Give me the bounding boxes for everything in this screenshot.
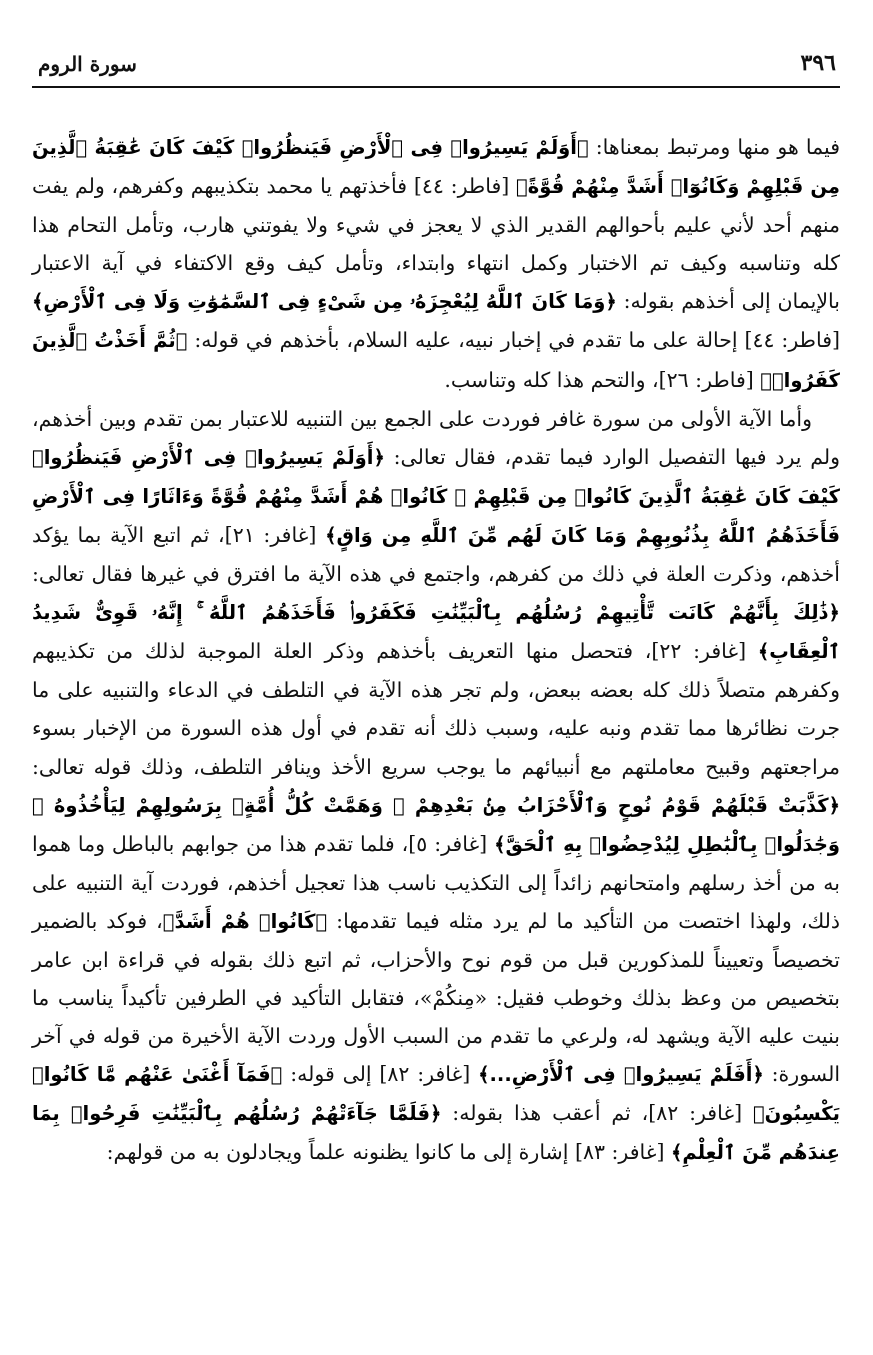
surah-title: سورة الروم	[38, 52, 137, 76]
paragraph	[32, 128, 840, 400]
prose-text: [فاطر: ٢٦]، والتحم هذا كله وتناسب.	[444, 367, 761, 392]
prose-text: ، فوكد بالضمير تخصيصاً وتعييناً للمذكورين قبل من قوم نوح والأحزاب، ثم اتبع ذلك بقوله في قراءة ابن عامر بتخصيص من وعظ بذلك وخوطب فقيل: «مِنكُمْ»، فتقابل التأكيد في الطرفين تأكيداً يناسب ما بنيت عليه الآية ويشهد له، ولرعي ما تقدم من السبب الأول وردت الآية الأخيرة من قوله في آخر السورة:	[32, 908, 841, 1087]
prose-text: [غافر: ٢١]، ثم اتبع الآية بما يؤكد أخذهم، وذكرت العلة في ذلك من كفرهم، واجتمع في هذه الآية ما افترق في غيرها فقال تعالى:	[32, 522, 840, 587]
quran-verse: ﴿فَلَمَّا جَآءَتْهُمْ رُسُلُهُم بِٱلْبَيِّنَٰتِ فَرِحُوا۟ بِمَا عِندَهُم مِّنَ ٱلْعِلْمِ﴾	[32, 1102, 840, 1165]
page-header	[32, 40, 840, 88]
prose-text: [غافر: ٥]، فلما تقدم هذا من جوابهم بالباطل وما هموا به من أخذ رسلهم وامتحانهم زائداً إلى التكذيب ناسب هذا تعجيل أخذهم، فوردت آية التنبيه على ذلك، ولهذا اختصت من التأكيد ما لم يرد مثله فيما تقدمها:	[32, 831, 841, 933]
quran-verse: ﴿كَذَّبَتْ قَبْلَهُمْ قَوْمُ نُوحٍ وَٱلْأَحْزَابُ مِنۢ بَعْدِهِمْ ۖ وَهَمَّتْ كُلُّ أُمَّةٍۭ بِرَسُولِهِمْ لِيَأْخُذُوهُ ۖ وَجَٰدَلُوا۟ بِٱلْبَٰطِلِ لِيُدْحِضُوا۟ بِهِ ٱلْحَقَّ﴾	[32, 793, 841, 856]
prose-text: [غافر: ٢٢]، فتحصل منها التعريف بأخذهم وذكر العلة الموجبة لذلك من تكذيبهم وكفرهم متصلاً ذلك كله بعضه ببعض، ولم تجر هذه الآية في التلطف في الدعاء والتنبيه على ما جرت نظائرها مما تقدم ونبه عليه، وسبب ذلك أنه تقدم في أول هذه السورة من الإخبار بسوء مراجعتهم وقبيح معاملتهم مع أنبيائهم ما يوجب سريع الأخذ وينافر التلطف، وذلك قوله تعالى:	[32, 639, 840, 779]
body-text	[32, 128, 840, 1173]
prose-text: [غافر: ٨٢] إلى قوله:	[282, 1062, 479, 1087]
quran-verse: ﴿وَمَا كَانَ ٱللَّهُ لِيُعْجِزَهُۥ مِن شَىْءٍ فِى ٱلسَّمَٰوَٰتِ وَلَا فِى ٱلْأَرْضِ﴾	[32, 290, 617, 314]
quran-verse: ﴿أَفَلَمْ يَسِيرُوا۟ فِى ٱلْأَرْضِ...﴾	[478, 1063, 764, 1087]
quran-verse: ﴿ذَٰلِكَ بِأَنَّهُمْ كَانَت تَّأْتِيهِمْ رُسُلُهُم بِٱلْبَيِّنَٰتِ فَكَفَرُوا۟ فَأَخَذَهُمُ ٱللَّهُ ۚ إِنَّهُۥ قَوِىٌّ شَدِيدُ ٱلْعِقَابِ﴾	[32, 601, 840, 664]
paragraph	[32, 400, 840, 1173]
prose-text: فيما هو منها ومرتبط بمعناها:	[588, 135, 840, 159]
prose-text: [فاطر: ٤٤] إحالة على ما تقدم في إخبار نبيه، عليه السلام، بأخذهم في قوله:	[187, 328, 841, 353]
page-number: ٣٩٦	[800, 50, 836, 76]
quran-verse: ﴿أَوَلَمْ يَسِيرُوا۟ فِى ٱلْأَرْضِ فَيَنظُرُوا۟ كَيْفَ كَانَ عَٰقِبَةُ ٱلَّذِينَ مِن قَبْلِهِمْ وَكَانُوٓا۟ أَشَدَّ مِنْهُمْ قُوَّةً﴾	[32, 136, 840, 199]
quran-verse: ﴿ثُمَّ أَخَذْتُ ٱلَّذِينَ كَفَرُوا۟﴾	[32, 329, 840, 392]
prose-text: [غافر: ٨٣] إشارة إلى ما كانوا يظنونه علماً ويجادلون به من قولهم:	[106, 1140, 671, 1165]
quran-verse: ﴿فَمَآ أَغْنَىٰ عَنْهُم مَّا كَانُوا۟ يَكْسِبُونَ﴾	[32, 1063, 840, 1126]
prose-text: [غافر: ٨٢]، ثم أعقب هذا بقوله:	[441, 1101, 753, 1126]
prose-text: [فاطر: ٤٤] فأخذتهم يا محمد بتكذيبهم وكفرهم، ولم يفت منهم أحد لأني عليم بأحوالهم القدير الذي لا يعجز في شيء ولا يفوتني هارب، وتأمل التحام هذا كله وتناسبه وكيف تم الاختبار وكمل انتهاء وابتداء، وتأمل كيف وقع الاكتفاء في آية الاعتبار بالإيمان إلى أخذهم بقوله:	[32, 174, 840, 314]
quran-verse: ﴿كَانُوا۟ هُمْ أَشَدَّ﴾	[162, 909, 328, 933]
prose-text: وأما الآية الأولى من سورة غافر فوردت على الجمع بين التنبيه للاعتبار بمن تقدم وبين أخذهم، ولم يرد فيها التفصيل الوارد فيما تقدم، فقال تعالى:	[32, 406, 841, 469]
quran-verse: ﴿أَوَلَمْ يَسِيرُوا۟ فِى ٱلْأَرْضِ فَيَنظُرُوا۟ كَيْفَ كَانَ عَٰقِبَةُ ٱلَّذِينَ كَانُوا۟ مِن قَبْلِهِمْ ۚ كَانُوا۟ هُمْ أَشَدَّ مِنْهُمْ قُوَّةً وَءَاثَارًا فِى ٱلْأَرْضِ فَأَخَذَهُمُ ٱللَّهُ بِذُنُوبِهِمْ وَمَا كَانَ لَهُم مِّنَ ٱللَّهِ مِن وَاقٍ﴾	[32, 445, 841, 547]
book-page	[32, 40, 840, 1340]
